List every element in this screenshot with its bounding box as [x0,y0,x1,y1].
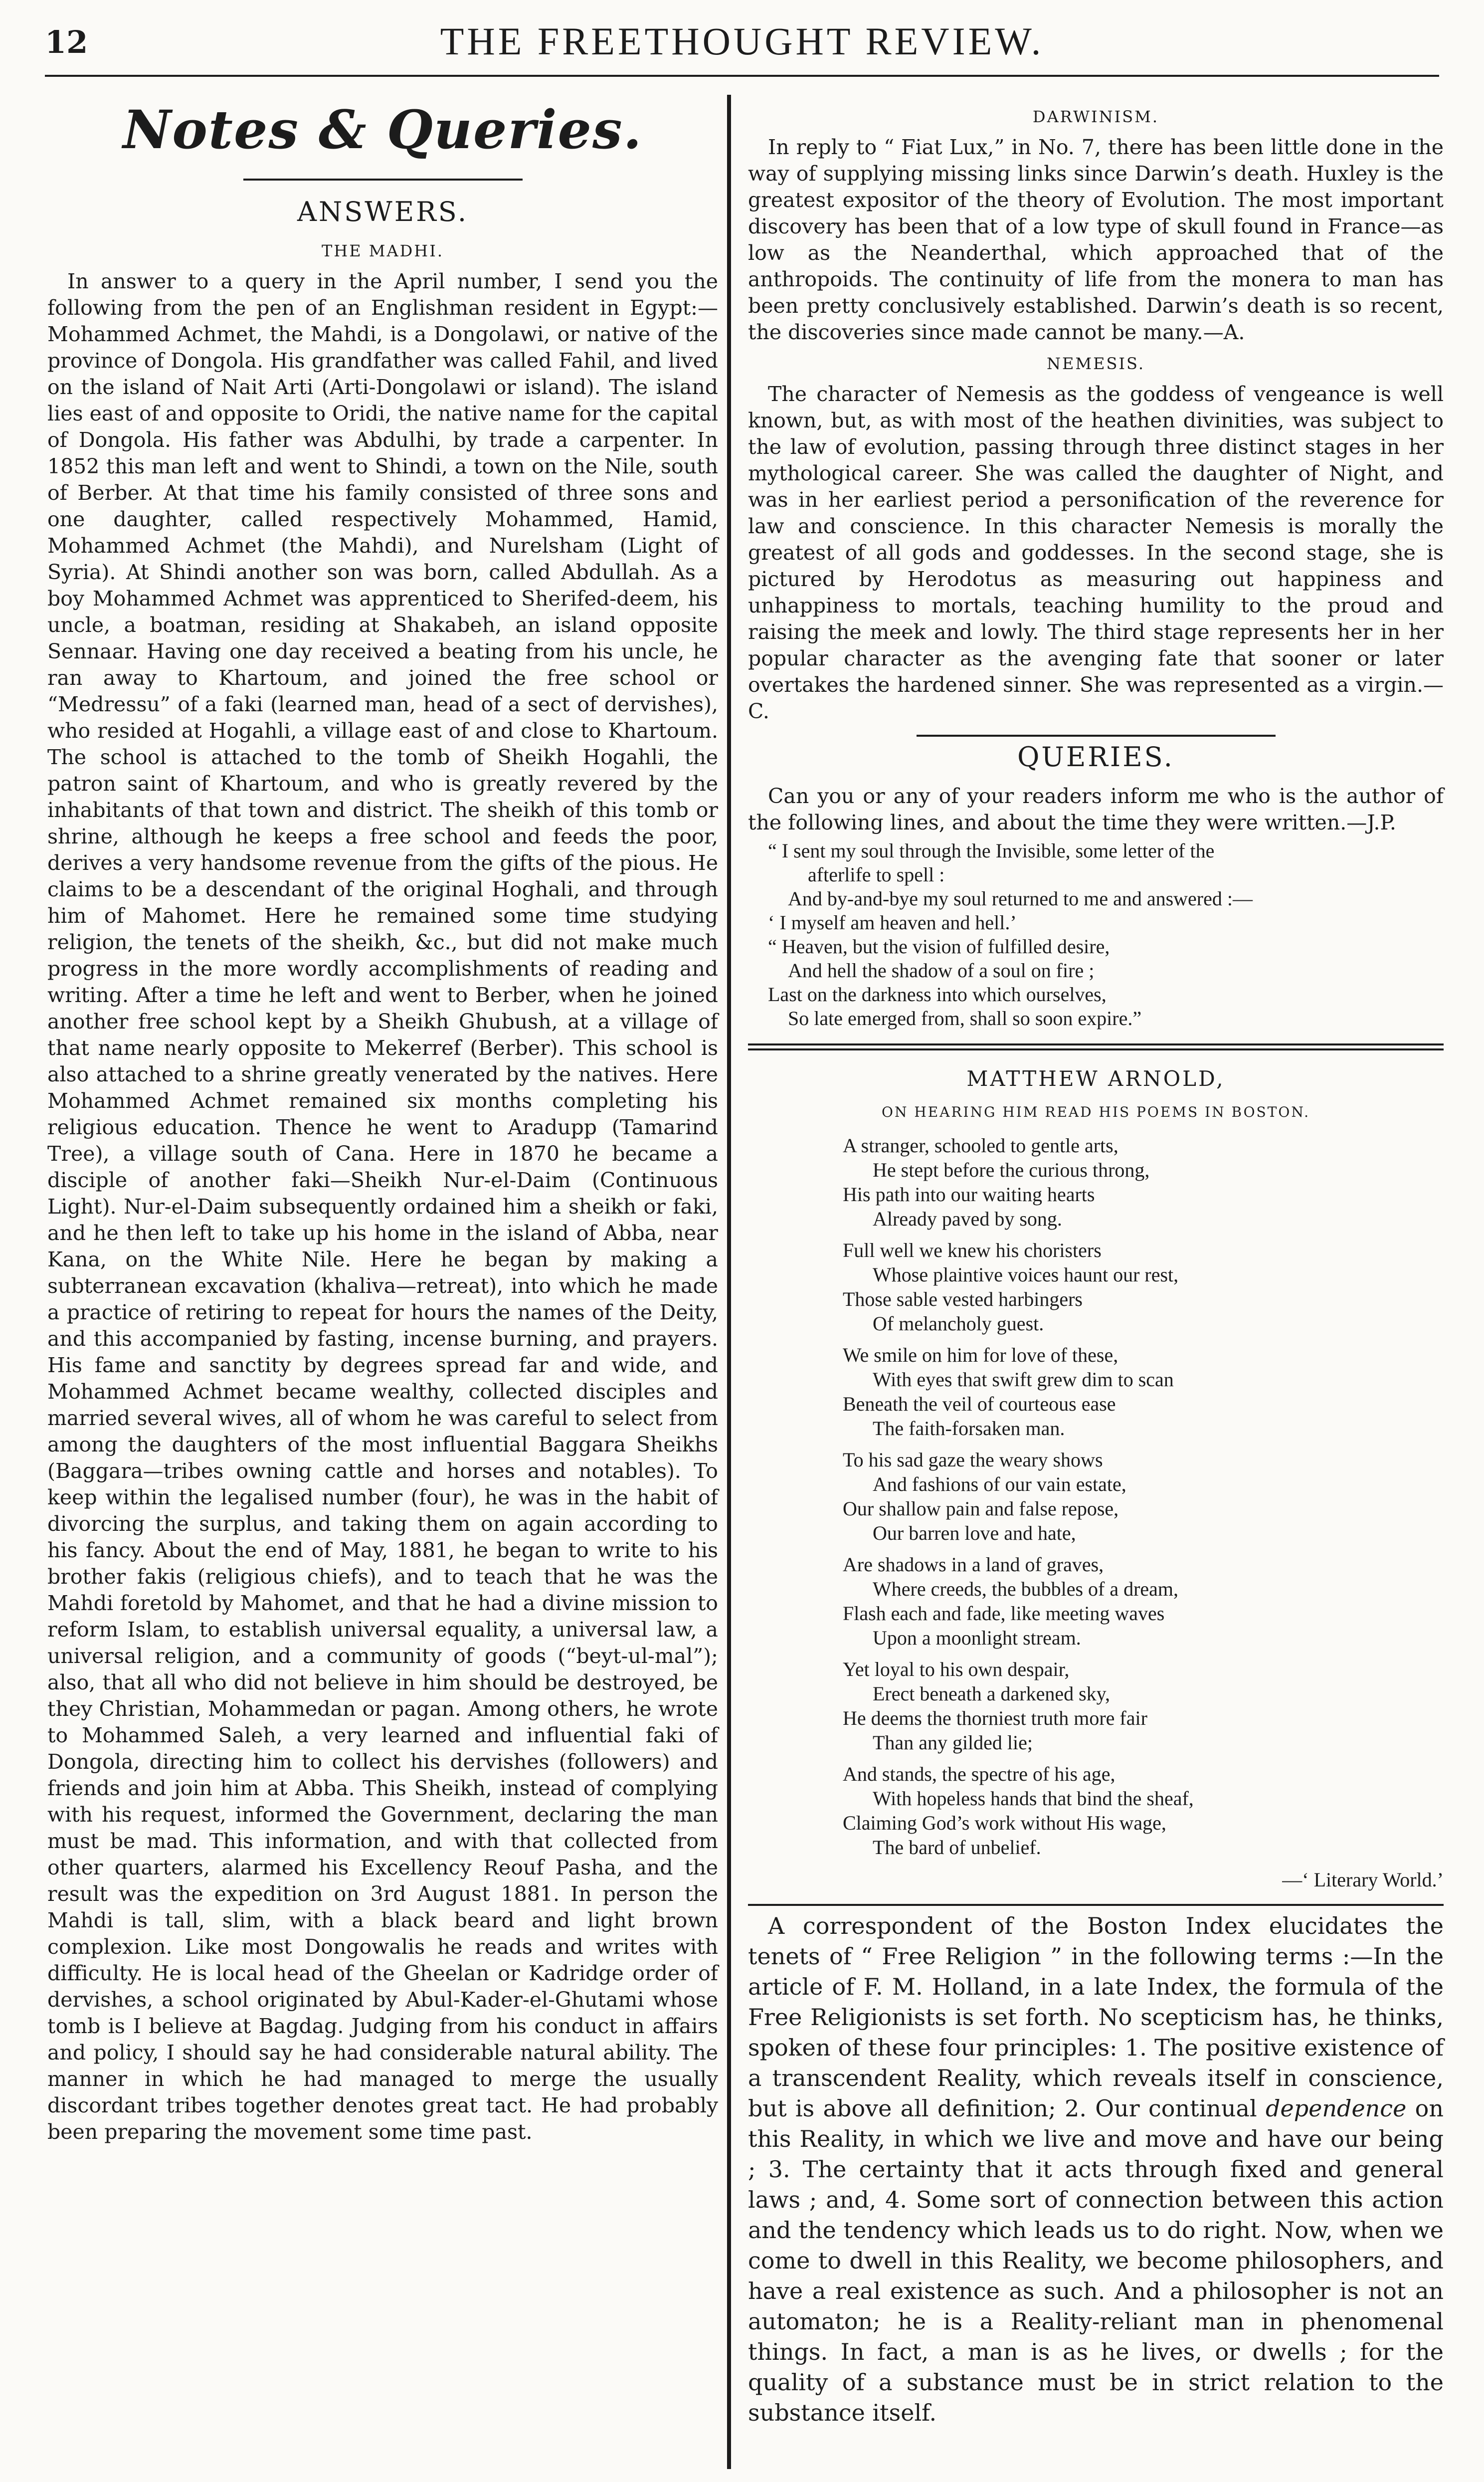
notes-queries-heading: Notes & Queries. [123,98,643,161]
verse-line: Last on the darkness into which ourselves, [768,983,1107,1006]
poem-stanza [843,1343,1444,1441]
poem-stanza [843,1657,1444,1755]
poem-line: Claiming God’s work without His wage, [843,1812,1166,1834]
poem-line: With eyes that swift grew dim to scan [873,1368,1174,1391]
poem-stanza [843,1133,1444,1231]
correspondent-emphasis: dependence [1266,2095,1407,2122]
correspondent-text-part: on this Reality, in which we live and move and have our being ; 3. The certainty that it acts through fixed and general laws ; and, 4. Some sort of connection between this action and the tendency which leads us to do right. Now, when we come to dwell in this Reality, we become philosophers, and have a real existence as such. And a philosopher is not an automaton; he is a Reality-reliant man in phenomenal things. In fact, a man is as he lives, or dwells ; for the quality of a substance must be in strict relation to the substance itself. [748,2095,1444,2426]
poem-line: We smile on him for love of these, [843,1344,1118,1366]
poem-line: Beneath the veil of courteous ease [843,1393,1116,1415]
verse-line: And hell the shadow of a soul on fire ; [788,959,1095,982]
queries-rule [917,735,1276,737]
poem-stanza [843,1448,1444,1545]
queries-title: QUERIES. [1017,741,1174,773]
poem-line: Whose plaintive voices haunt our rest, [873,1263,1179,1286]
poem-line: Our shallow pain and false repose, [843,1497,1119,1520]
poem-line: The faith-forsaken man. [873,1417,1065,1440]
poem-line: A stranger, schooled to gentle arts, [843,1134,1118,1157]
queries-text: Can you or any of your readers inform me who is the author of the following lines, and about the time they were written.—J.P. [748,784,1444,834]
poem-line: His path into our waiting hearts [843,1183,1095,1206]
poem-line: Already paved by song. [873,1208,1062,1230]
poem-line: Our barren love and hate, [873,1522,1076,1544]
poem-line: The bard of unbelief. [873,1836,1041,1859]
page-number: 12 [45,24,88,60]
darwinism-subhead: DARWINISM. [1032,107,1159,126]
right-column [748,95,1444,2428]
poem-line: Where creeds, the bubbles of a dream, [873,1578,1179,1600]
poem-line: Full well we knew his choristers [843,1239,1102,1261]
arnold-poem [748,1133,1444,1893]
poem-line: He stept before the curious throng, [873,1159,1150,1181]
poem-line: Those sable vested harbingers [843,1288,1083,1310]
column-divider [727,95,731,2469]
madhi-subhead: THE MADHI. [321,241,444,260]
arnold-title: MATTHEW ARNOLD, [966,1066,1225,1091]
answers-title: ANSWERS. [297,196,469,227]
verse-line: “ Heaven, but the vision of fulfilled desire, [768,935,1110,958]
poem-line: Upon a moonlight stream. [873,1627,1081,1649]
poem-line: And fashions of our vain estate, [873,1473,1126,1495]
left-column [47,95,718,2145]
poem-line: And stands, the spectre of his age, [843,1763,1115,1785]
poem-line: With hopeless hands that bind the sheaf, [873,1787,1194,1810]
nemesis-text: The character of Nemesis as the goddess of vengeance is well known, but, as with most of the heathen divinities, was subject to the law of evolution, passing through three distinct stages in her mythological career. She was called the daughter of Night, and was in her earliest period a personification of the reverence for law and conscience. In this character Nemesis is morally the greatest of all gods and goddesses. In the second stage, she is pictured by Herodotus as measuring out happiness and unhappiness to mortals, teaching humility to the proud and raising the meek and lowly. The third stage represents her in her popular character as the avenging fate that sooner or later overtakes the hardened sinner. She was represented as a virgin.—C. [748,382,1444,723]
header-rule [45,75,1439,77]
verse-line: afterlife to spell : [808,863,945,886]
poem-credit: —‘ Literary World.’ [1282,1868,1444,1891]
poem-line: He deems the thorniest truth more fair [843,1707,1147,1729]
darwinism-text: In reply to “ Fiat Lux,” in No. 7, there has been little done in the way of supplying missing links since Darwin’s death. Huxley is the greatest expositor of the theory of Evolution. The most important discovery has been that of a low type of skull found in France—as low as the Neanderthal, which approached that of the anthropoids. The continuity of life from the monera to man has been pretty conclusively established. Darwin’s death is so recent, the discoveries since made cannot be many.—A. [748,135,1444,344]
arnold-subtitle: ON HEARING HIM READ HIS POEMS IN BOSTON. [882,1104,1310,1120]
verse-line: ‘ I myself am heaven and hell.’ [768,911,1017,934]
verse-line: “ I sent my soul through the Invisible, some letter of the [768,839,1215,862]
poem-line: Of melancholy guest. [873,1312,1044,1335]
poem-line: Are shadows in a land of graves, [843,1553,1104,1576]
heading-rule [243,179,523,181]
poem-stanza [843,1238,1444,1336]
page-header [45,14,1439,74]
correspondent-text-part: A correspondent of the Boston Index elucidates the tenets of “ Free Religion ” in the following terms :—In the article of F. M. Holland, in a late Index, the formula of the Free Religionists is set forth. No scepticism has, he thinks, spoken of these four principles: 1. The positive existence of a transcendent Reality, which reveals itself in conscience, but is above all definition; 2. Our continual [748,1912,1444,2122]
poem-line: Erect beneath a darkened sky, [873,1682,1111,1705]
poem-line: Than any gilded lie; [873,1731,1033,1754]
section-double-rule [748,1043,1444,1050]
poem-stanza [843,1762,1444,1860]
nemesis-subhead: NEMESIS. [1047,354,1145,373]
poem-stanza [843,1552,1444,1650]
verse-line: And by-and-bye my soul returned to me and answered :— [788,887,1253,910]
correspondent-rule [748,1904,1444,1906]
queried-verse [768,839,1444,1031]
verse-line: So late emerged from, shall so soon expire.” [788,1007,1142,1030]
madhi-article: In answer to a query in the April number, I send you the following from the pen of an Englishman resident in Egypt:—Mohammed Achmet, the Mahdi, is a Dongolawi, or native of the province of Dongola. His grandfather was called Fahil, and lived on the island of Nait Arti (Arti-Dongolawi or island). The island lies east of and opposite to Oridi, the native name for the capital of Dongola. His father was Abdulhi, by trade a carpenter. In 1852 this man left and went to Shindi, a town on the Nile, south of Berber. At that time his family consisted of three sons and one daughter, called respectively Mohammed, Hamid, Mohammed Achmet (the Mahdi), and Nurelsham (Light of Syria). At Shindi another son was born, called Abdullah. As a boy Mohammed Achmet was apprenticed to Sherifed-deem, his uncle, a boatman, residing at Shakabeh, an island opposite Sennaar. Having one day received a beating from his uncle, he ran away to Khartoum, and joined the free school or “Medressu” of a faki (learned man, head of a sect of dervishes), who resided at Hogahli, a village east of and close to Khartoum. The school is attached to the tomb of Sheikh Hogahli, the patron saint of Khartoum, and who is greatly revered by the inhabitants of that town and district. The sheikh of this tomb or shrine, although he keeps a free school and feeds the poor, derives a very handsome revenue from the gifts of the pious. He claims to be a descendant of the original Hoghali, and through him of Mahomet. Here he remained some time studying religion, the tenets of the sheikh, &c., but did not make much progress in the more wordly accomplishments of reading and writing. After a time he left and went to Berber, when he joined another free school kept by a Sheikh Ghubush, at a village of that name nearly opposite to Mekerref (Berber). This school is also attached to a shrine greatly venerated by the natives. Here Mohammed Achmet remained six months completing his religious education. Thence he went to Aradupp (Tamarind Tree), a village south of Cana. Here in 1870 he became a disciple of another faki—Sheikh Nur-el-Daim (Continuous Light). Nur-el-Daim subsequently ordained him a sheikh or faki, and he then left to take up his home in the island of Abba, near Kana, on the White Nile. Here he began by making a subterranean excavation (khaliva—retreat), into which he made a practice of retiring to repeat for hours the names of the Deity, and this accompanied by fasting, incense burning, and prayers. His fame and sanctity by degrees spread far and wide, and Mohammed Achmet became wealthy, collected disciples and married several wives, all of whom he was careful to select from among the daughters of the most influential Baggara Sheikhs (Baggara—tribes owning cattle and horses and notables). To keep within the legalised number (four), he was in the habit of divorcing the surplus, and taking them on again according to his fancy. About the end of May, 1881, he began to write to his brother fakis (religious chiefs), and to teach that he was the Mahdi foretold by Mahomet, and that he had a divine mission to reform Islam, to establish universal equality, a universal law, a universal religion, and a community of goods (“beyt-ul-mal”); also, that all who did not believe in him should be destroyed, be they Christian, Mohammedan or pagan. Among others, he wrote to Mohammed Saleh, a very learned and influential faki of Dongola, directing him to collect his dervishes (followers) and friends and join him at Abba. This Sheikh, instead of complying with his request, informed the Government, declaring the man must be mad. This information, and with that collected from other quarters, alarmed his Excellency Reouf Pasha, and the result was the expedition on 3rd August 1881. In person the Mahdi is tall, slim, with a black beard and light brown complexion. Like most Dongowalis he reads and writes with difficulty. He is local head of the Gheelan or Kadridge order of dervishes, a school originated by Abul-Kader-el-Ghutami whose tomb is I believe at Bagdag. Judging from his conduct in affairs and policy, I should say he had considerable natural ability. The manner in which he had managed to merge the usually discordant tribes together denotes great tact. He had probably been preparing the movement some time past. [47,269,718,2144]
poem-line: Flash each and fade, like meeting waves [843,1602,1165,1625]
masthead: THE FREETHOUGHT REVIEW. [440,19,1044,63]
correspondent-text [748,1911,1444,2428]
poem-line: To his sad gaze the weary shows [843,1448,1103,1471]
poem-line: Yet loyal to his own despair, [843,1658,1070,1680]
